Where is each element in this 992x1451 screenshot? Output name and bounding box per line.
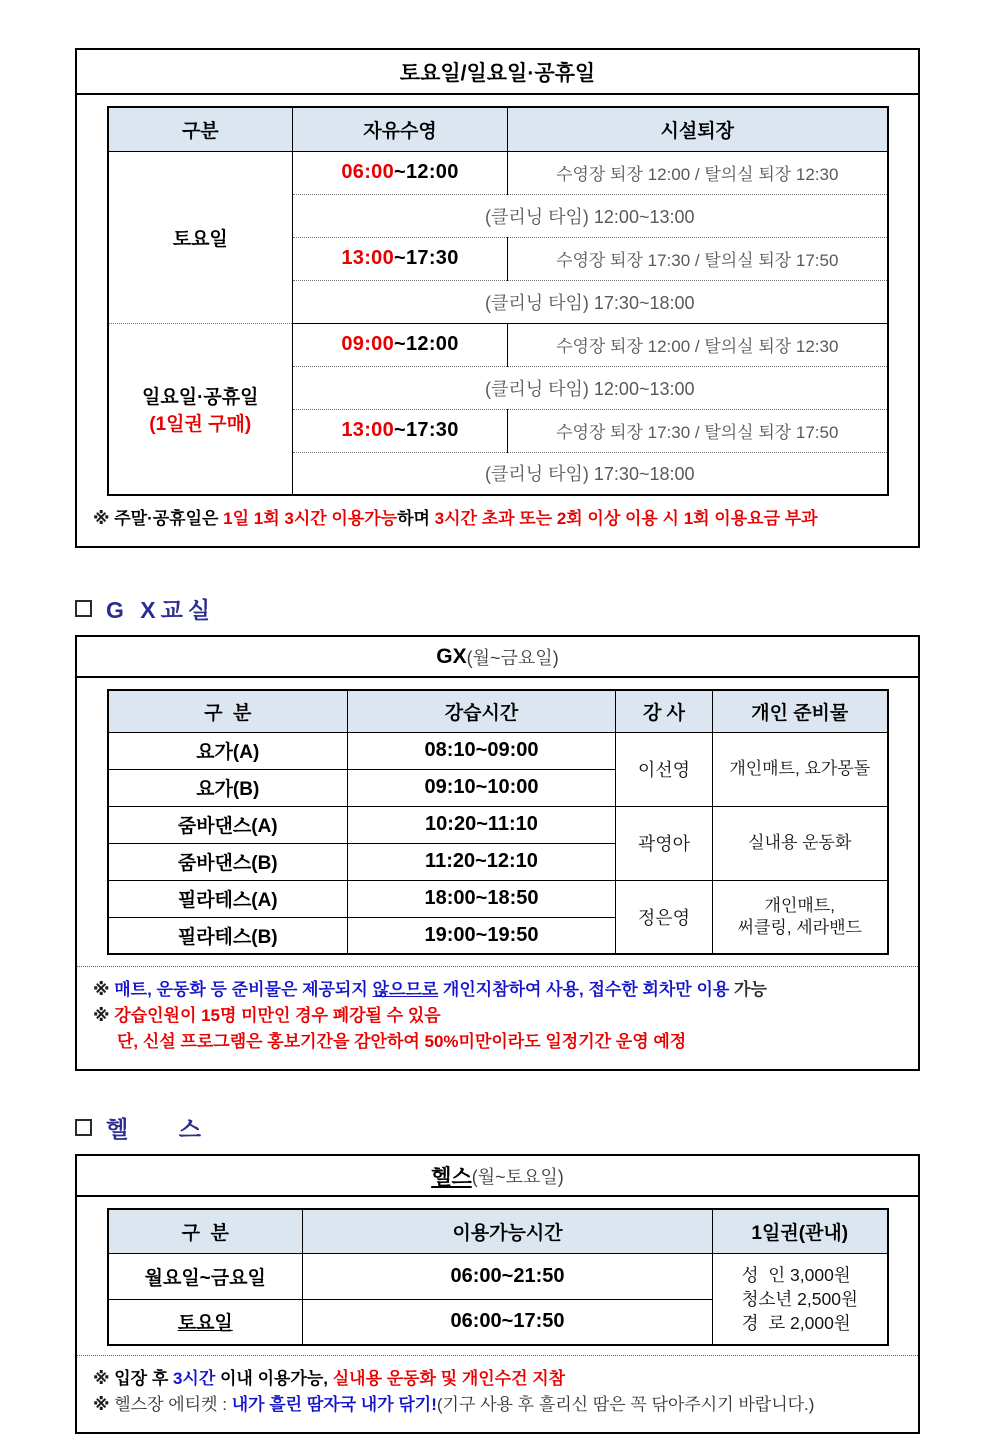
cleaning-time-cell: (클리닝 타임) 17:30~18:00 [484, 464, 695, 485]
note-mark: ※ [93, 1369, 115, 1388]
class-name-cell: 요가(B) [108, 769, 348, 806]
time-start: 06:00 [341, 161, 394, 183]
note-text-blue: 개인지참하여 사용, 접수한 회차만 이용 [438, 980, 730, 999]
exit-info-cell: 수영장 퇴장 17:30 / 탈의실 퇴장 17:50 [508, 409, 888, 452]
day-cell: 월요일~금요일 [108, 1253, 303, 1299]
health-note-line-1 [93, 1366, 904, 1392]
class-name-cell: 필라테스(A) [108, 880, 348, 917]
gx-note-line-1 [93, 977, 904, 1003]
day-cell: 토요일 [108, 1299, 303, 1345]
note-mark: ※ [93, 980, 115, 999]
col-header-facility-exit: 시설퇴장 [508, 107, 888, 151]
health-heading-label: 헬 스 [106, 1116, 206, 1142]
health-note-line-2 [93, 1392, 904, 1418]
note-text: 하며 [397, 509, 435, 528]
gx-notes [77, 967, 918, 1063]
health-table-title [77, 1156, 918, 1197]
health-title-sub: (월~토요일) [471, 1166, 564, 1187]
instructor-cell: 곽영아 [616, 806, 713, 880]
class-time-cell: 10:20~11:10 [348, 806, 616, 843]
note-text: 입장 후 [114, 1369, 173, 1388]
square-bullet-icon [75, 1119, 92, 1136]
class-name-cell: 필라테스(B) [108, 917, 348, 954]
table-row [108, 732, 888, 769]
table-row [108, 1253, 888, 1299]
col-header-instructor: 강 사 [616, 690, 713, 732]
time-start: 09:00 [341, 333, 394, 355]
class-time-cell: 11:20~12:10 [348, 843, 616, 880]
weekend-section-title: 토요일/일요일·공휴일 [77, 50, 918, 95]
square-bullet-icon [75, 600, 92, 617]
price-line: 성 인 3,000원 [741, 1264, 851, 1285]
table-row [108, 806, 888, 843]
exit-info-cell: 수영장 퇴장 12:00 / 탈의실 퇴장 12:30 [508, 323, 888, 366]
gx-title-sub: (월~금요일) [466, 647, 559, 668]
supplies-line: 개인매트, [764, 895, 835, 915]
price-list [742, 1263, 858, 1335]
col-header-category: 구분 [108, 107, 293, 151]
col-header-supplies: 개인 준비물 [713, 690, 888, 732]
price-cell [713, 1253, 888, 1345]
price-line: 경 로 2,000원 [741, 1312, 851, 1333]
weekend-header-row [108, 107, 888, 151]
note-mark: ※ [93, 509, 115, 528]
swim-time-cell [293, 409, 508, 452]
gx-table-title [77, 637, 918, 678]
supplies-cell: 실내용 운동화 [713, 806, 888, 880]
swim-time-cell [293, 323, 508, 366]
note-text-blue-underline: 않으므로 [372, 980, 439, 999]
note-text-red: 강습인원이 15명 미만인 경우 폐강될 수 있음 [114, 1006, 441, 1025]
supplies-cell [713, 880, 888, 954]
gx-section-heading [75, 592, 992, 625]
col-header-free-swim: 자유수영 [293, 107, 508, 151]
supplies-cell: 개인매트, 요가몽돌 [713, 732, 888, 806]
note-text-red: 1일 1회 3시간 이용가능 [223, 509, 398, 528]
note-text: 헬스장 에티켓 : [114, 1395, 232, 1414]
swim-time-cell [293, 151, 508, 194]
cleaning-time-cell: (클리닝 타임) 12:00~13:00 [293, 194, 888, 237]
supplies-line: 써클링, 세라밴드 [737, 917, 862, 937]
gx-note-line-2 [93, 1003, 904, 1029]
exit-info-cell: 수영장 퇴장 17:30 / 탈의실 퇴장 17:50 [508, 237, 888, 280]
class-name-cell: 줌바댄스(B) [108, 843, 348, 880]
weekend-schedule-section [75, 48, 920, 548]
time-start: 13:00 [341, 419, 394, 441]
time-end: ~17:30 [394, 247, 459, 269]
table-row [108, 880, 888, 917]
health-section-heading [75, 1111, 992, 1144]
time-cell: 06:00~21:50 [303, 1253, 713, 1299]
category-cell-saturday [108, 151, 293, 323]
note-text: 가능 [729, 980, 767, 999]
col-header-class-time: 강습시간 [348, 690, 616, 732]
exit-info-cell: 수영장 퇴장 12:00 / 탈의실 퇴장 12:30 [508, 151, 888, 194]
note-text: (기구 사용 후 흘리신 땀은 꼭 닦아주시기 바랍니다.) [436, 1395, 815, 1414]
category-label: 토요일 [172, 228, 228, 250]
gx-note-line-3: 단, 신설 프로그램은 홍보기간을 감안하여 50%미만이라도 일정기간 운영 예정 [117, 1032, 687, 1051]
health-schedule-table [107, 1208, 889, 1346]
weekend-schedule-table [107, 106, 889, 496]
class-time-cell: 08:10~09:00 [348, 732, 616, 769]
note-text-blue: 3시간 [172, 1369, 216, 1388]
category-label: 일요일·공휴일 [142, 386, 259, 408]
note-text: 이내 이용가능, [215, 1369, 333, 1388]
category-sublabel: (1일권 구매) [149, 413, 252, 435]
health-title-bold: 헬스 [431, 1165, 472, 1189]
class-time-cell: 18:00~18:50 [348, 880, 616, 917]
weekend-note [77, 496, 918, 540]
swim-time-cell [293, 237, 508, 280]
gx-title-bold: GX [436, 644, 467, 668]
gx-header-row [108, 690, 888, 732]
gx-section-body [77, 678, 918, 1069]
table-row [108, 151, 888, 194]
note-text: 주말·공휴일은 [114, 509, 224, 528]
note-mark: ※ [93, 1395, 115, 1414]
note-mark: ※ [93, 1006, 115, 1025]
time-end: ~12:00 [394, 333, 459, 355]
note-text-blue: 내가 흘린 땀자국 내가 닦기! [231, 1395, 437, 1414]
note-text-red: 3시간 초과 또는 2회 이상 이용 시 1회 이용요금 부과 [434, 509, 818, 528]
health-notes [77, 1356, 918, 1426]
note-text-red: 실내용 운동화 및 개인수건 지참 [332, 1369, 566, 1388]
gx-section [75, 635, 920, 1071]
weekend-section-body [77, 95, 918, 546]
time-end: ~12:00 [394, 161, 459, 183]
health-section-body [77, 1197, 918, 1432]
class-name-cell: 요가(A) [108, 732, 348, 769]
gx-schedule-table [107, 689, 889, 955]
cleaning-time-cell: (클리닝 타임) 17:30~18:00 [293, 280, 888, 323]
col-header-day-pass: 1일권(관내) [713, 1209, 888, 1253]
time-end: ~17:30 [394, 419, 459, 441]
class-time-cell: 09:10~10:00 [348, 769, 616, 806]
time-cell: 06:00~17:50 [303, 1299, 713, 1345]
health-header-row [108, 1209, 888, 1253]
category-cell-sunday-holiday [108, 323, 293, 495]
document-page [0, 48, 992, 1451]
class-time-cell: 19:00~19:50 [348, 917, 616, 954]
time-start: 13:00 [341, 247, 394, 269]
instructor-cell: 정은영 [616, 880, 713, 954]
col-header-category: 구 분 [108, 1209, 303, 1253]
note-text-blue: 매트, 운동화 등 준비물은 제공되지 [114, 980, 373, 999]
col-header-category: 구 분 [108, 690, 348, 732]
col-header-available-time: 이용가능시간 [303, 1209, 713, 1253]
instructor-cell: 이선영 [616, 732, 713, 806]
cleaning-time-cell: (클리닝 타임) 12:00~13:00 [293, 366, 888, 409]
health-section [75, 1154, 920, 1434]
gx-heading-label: G X교실 [106, 597, 216, 623]
class-name-cell: 줌바댄스(A) [108, 806, 348, 843]
price-line: 청소년 2,500원 [741, 1288, 858, 1309]
table-row [108, 323, 888, 366]
